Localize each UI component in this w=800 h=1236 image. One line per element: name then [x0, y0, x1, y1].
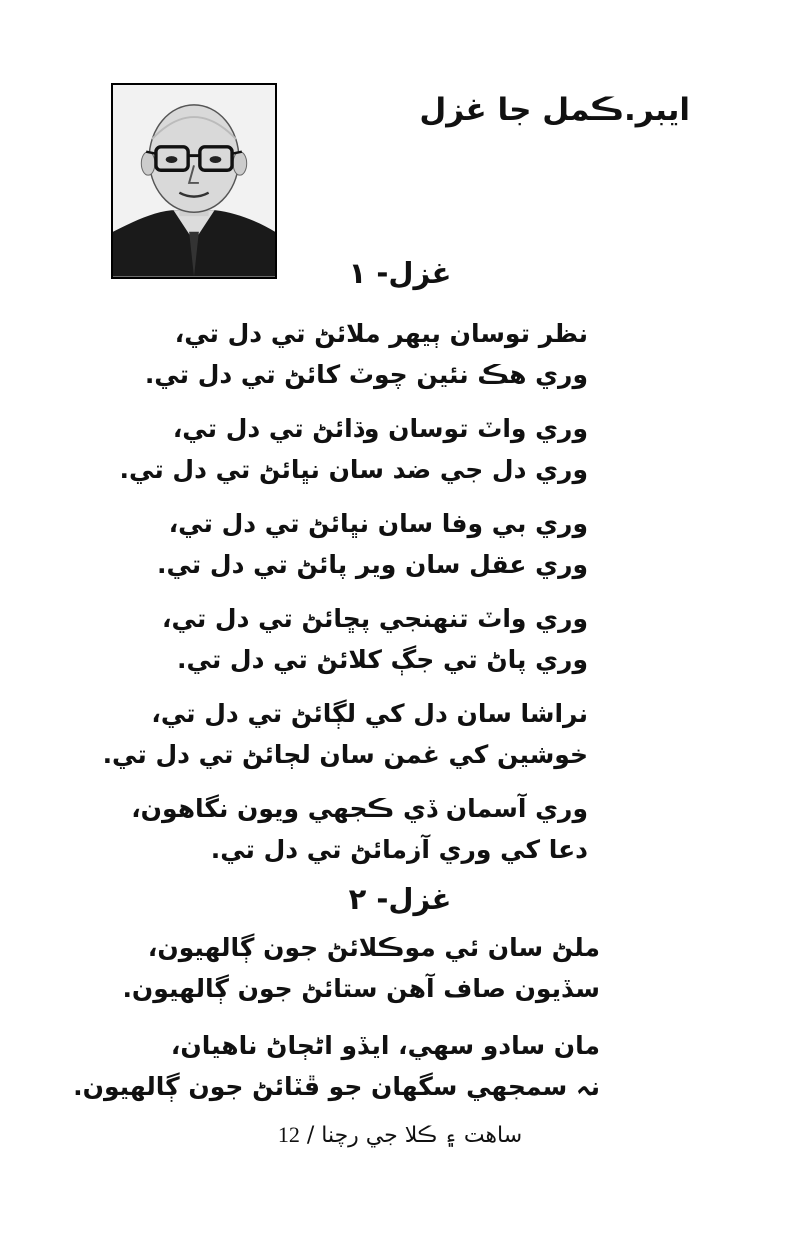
verse-line: سڏيون صاف آھن ستائڻ جون ڳالھيون. — [122, 974, 600, 1003]
portrait-photo-icon — [113, 85, 275, 277]
verse-line: نظر توسان ٻيھر ملائڻ تي دل تي، — [174, 319, 588, 348]
verse-line: وري پاڻ تي جڳ کلائڻ تي دل تي. — [177, 645, 588, 674]
page-footer — [0, 1122, 800, 1148]
verse-line: وري دل جي ضد سان نڀائڻ تي دل تي. — [119, 455, 588, 484]
footer-book-title: ساھت ۽ ڪلا جي رچنا — [321, 1123, 523, 1148]
verse-line: وري بي وفا سان نڀائڻ تي دل تي، — [168, 509, 588, 538]
stanza — [73, 1025, 600, 1107]
verse-line: نراشا سان دل کي لڳائڻ تي دل تي، — [151, 699, 588, 728]
author-portrait — [111, 83, 277, 279]
stanza — [103, 693, 588, 775]
verse-line: ملڻ سان ئي موڪلائڻ جون ڳالھيون، — [147, 933, 600, 962]
verse-line: وري ھڪ نئين چوٽ کائڻ تي دل تي. — [144, 360, 588, 389]
page-number: 12 — [277, 1122, 300, 1147]
page-title: ايبر.ڪمل جا غزل — [419, 92, 690, 128]
stanza — [157, 503, 588, 585]
verse-line: مان سادو سهي، ايڏو اڻڄاڻ ناھيان، — [170, 1031, 600, 1060]
ghazal-2-heading: غزل- ٢ — [348, 882, 452, 916]
stanza — [162, 598, 588, 680]
stanza — [145, 313, 588, 395]
stanza — [122, 927, 600, 1009]
verse-line: خوشين کي غمن سان لڄائڻ تي دل تي. — [102, 740, 588, 769]
stanza — [120, 408, 588, 490]
verse-line: وري آسمان ڏي ڪجهي ويون نگاھون، — [131, 794, 588, 823]
verse-line: دعا کي وري آزمائڻ تي دل تي. — [210, 835, 588, 864]
footer-separator: / — [306, 1123, 315, 1148]
verse-line: وري واٽ تنھنجي پڇائڻ تي دل تي، — [162, 604, 588, 633]
ghazal-1-heading: غزل- ١ — [348, 256, 452, 290]
verse-line: وري عقل سان وير پائڻ تي دل تي. — [157, 550, 588, 579]
verse-line: وري واٽ توسان وڌائڻ تي دل تي، — [172, 414, 588, 443]
stanza — [131, 788, 588, 870]
verse-line: نہ سمجھي سگھان جو ڦٽائڻ جون ڳالھيون. — [73, 1072, 600, 1101]
